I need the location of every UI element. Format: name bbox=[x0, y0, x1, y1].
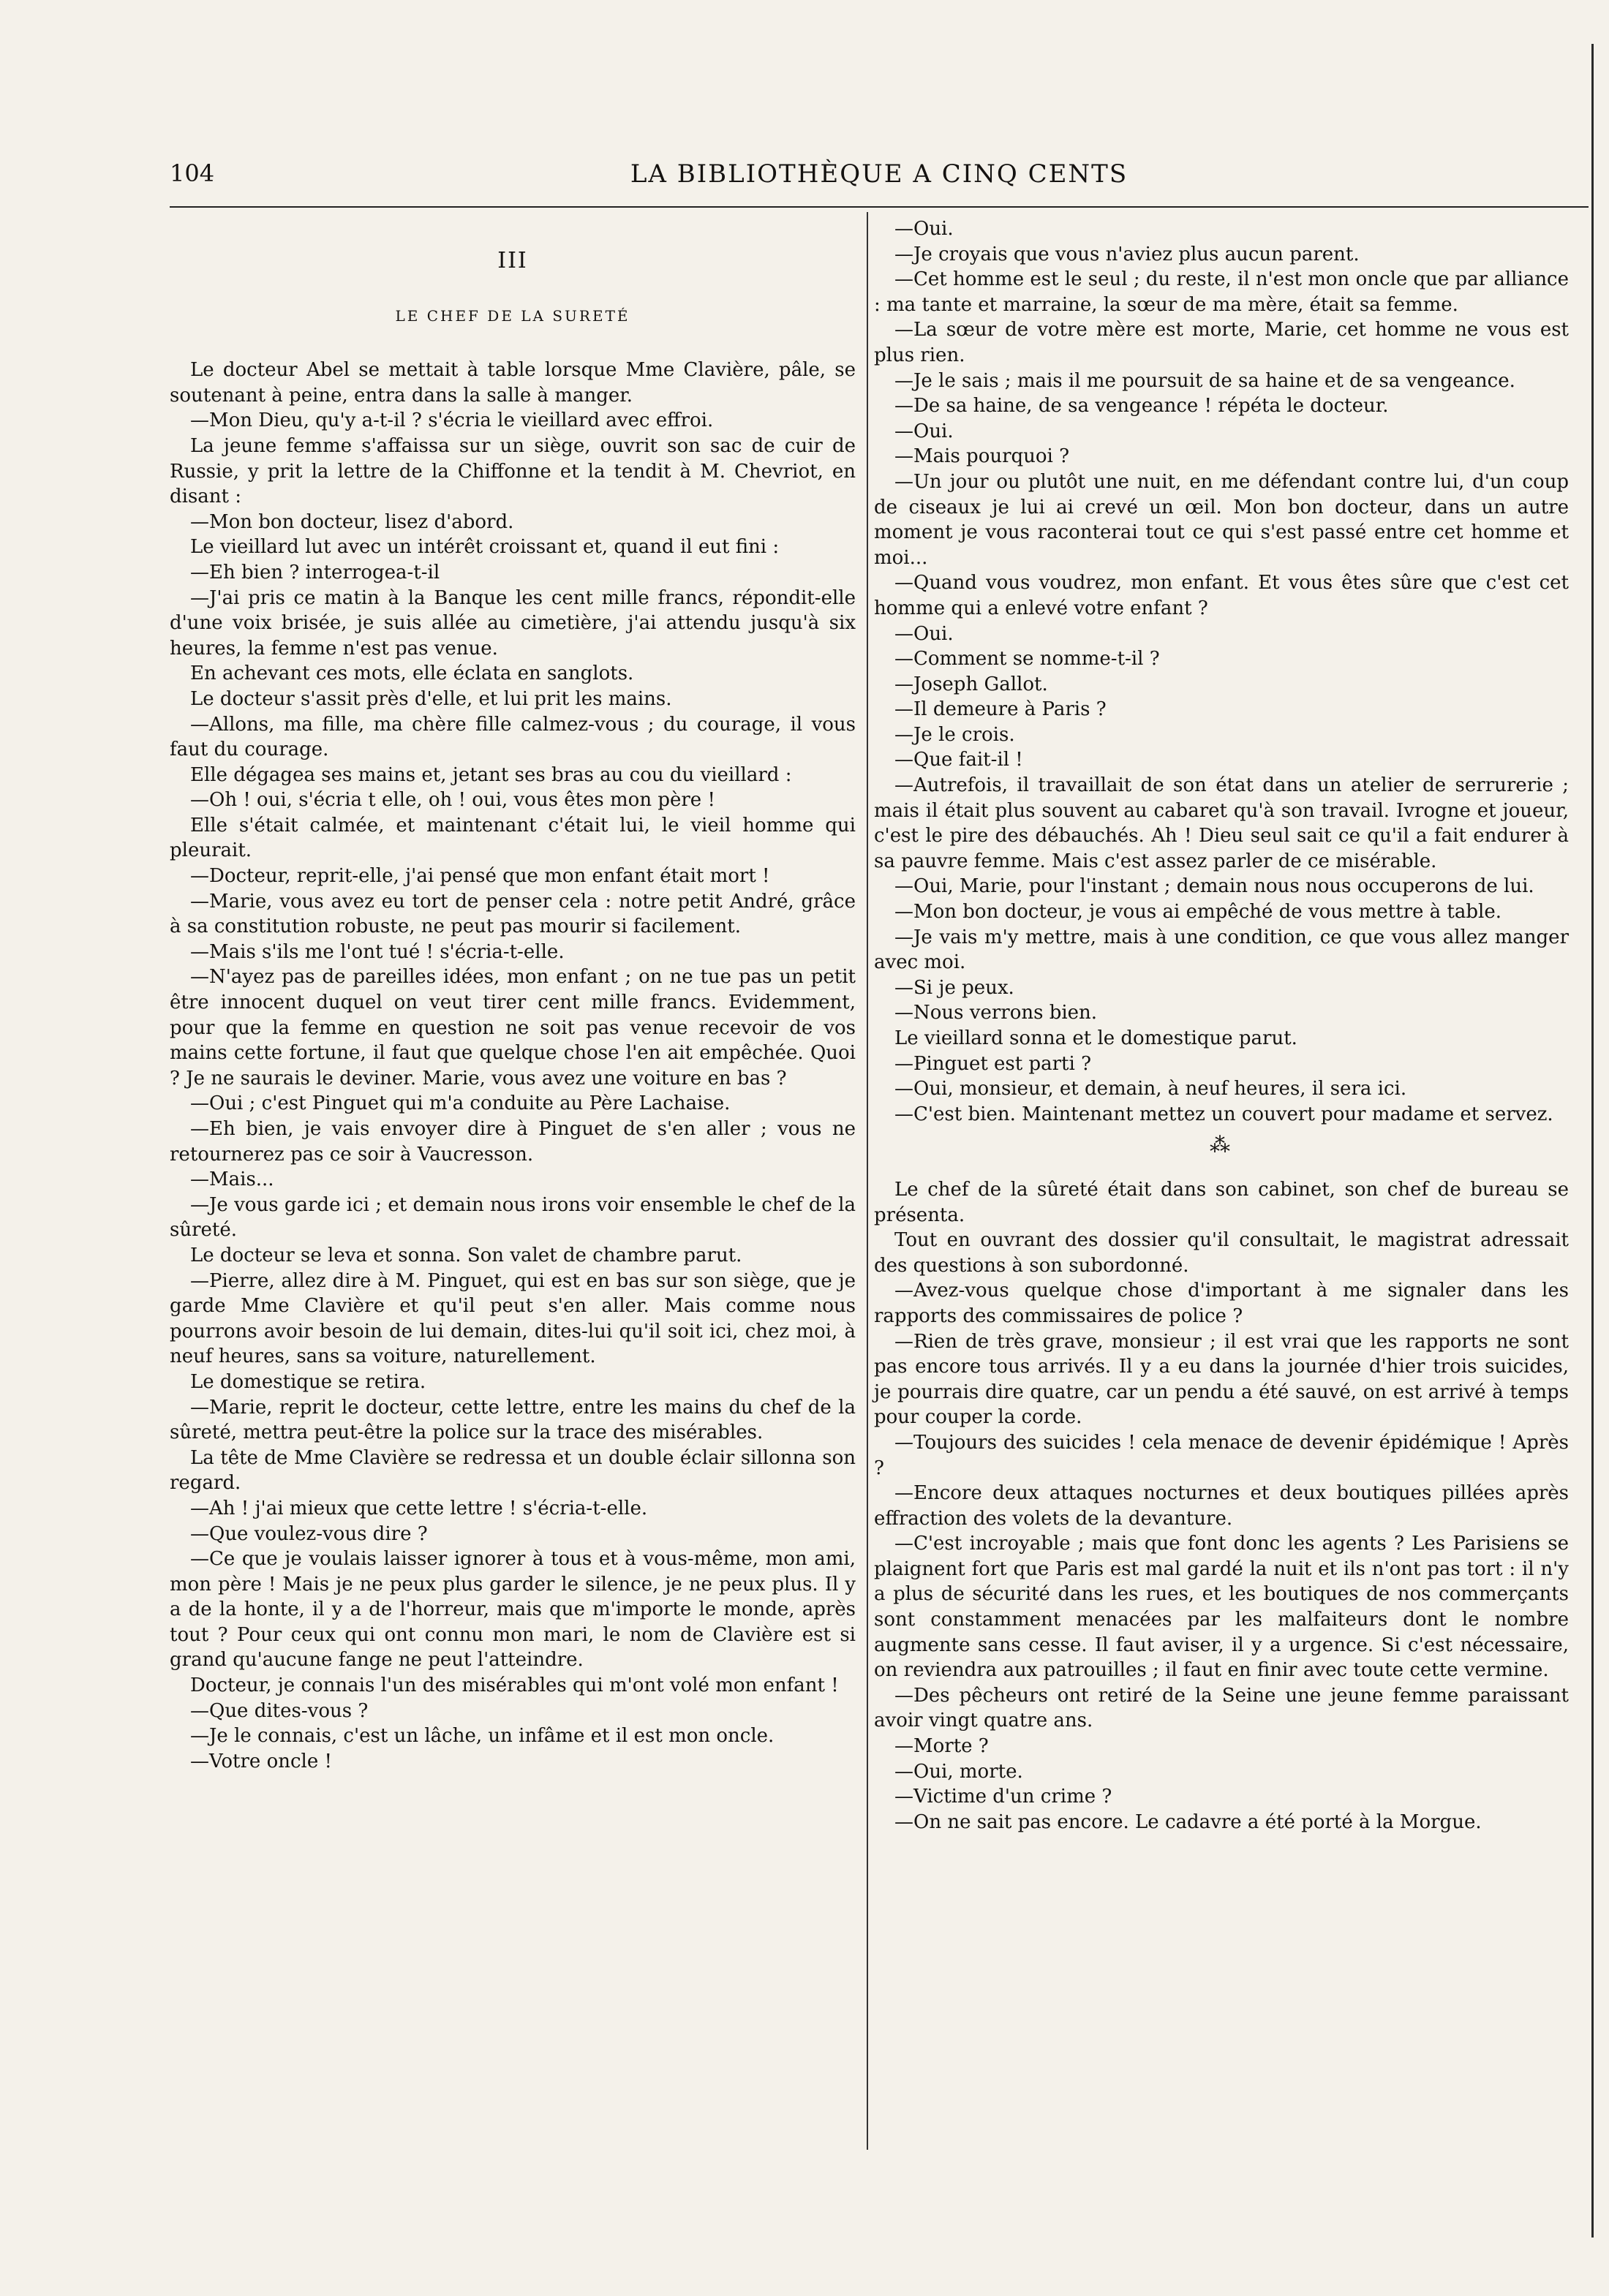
paragraph: Le vieillard lut avec un intérêt croissant et, quand il eut fini : bbox=[190, 536, 780, 559]
paragraph: Elle dégagea ses mains et, jetant ses bras au cou du vieillard : bbox=[190, 763, 792, 786]
paragraph: —Que fait-il ! bbox=[894, 749, 1023, 771]
paragraph: —Mon bon docteur, lisez d'abord. bbox=[190, 510, 514, 533]
paragraph: —Oui, Marie, pour l'instant ; demain nous nous occuperons de lui. bbox=[894, 875, 1534, 898]
paragraph: —J'ai pris ce matin à la Banque les cent mille francs, répondit-elle d'une voix brisée, je suis allée au cimetière, j'ai attendu jusqu'à six heures, la femme n'est pas venue. bbox=[170, 586, 856, 660]
paragraph: Le docteur se leva et sonna. Son valet de chambre parut. bbox=[190, 1244, 742, 1266]
paragraph: —Eh bien ? interrogea-t-il bbox=[190, 561, 440, 584]
paragraph: —Un jour ou plutôt une nuit, en me défendant contre lui, d'un coup de ciseaux je lui ai crevé un œil. Mon bon docteur, dans un autre moment je vous raconterai tout ce qui s'est passé entre cet homme et moi... bbox=[874, 470, 1569, 569]
right-column-text-part1 bbox=[874, 216, 1569, 1127]
right-column bbox=[874, 216, 1569, 1835]
paragraph: Le chef de la sûreté était dans son cabinet, son chef de bureau se présenta. bbox=[874, 1178, 1569, 1226]
paragraph: —N'ayez pas de pareilles idées, mon enfant ; on ne tue pas un petit être innocent duquel on veut tirer cent mille francs. Evidemment, pour que la femme en question ne soit pas venue recevoir de vos mains cette fortune, il faut que quelque chose l'en ait empêchée. Quoi ? Je ne saurais le deviner. Marie, vous avez une voiture en bas ? bbox=[170, 966, 856, 1090]
paragraph: Le docteur Abel se mettait à table lorsque Mme Clavière, pâle, se soutenant à peine, entra dans la salle à manger. bbox=[170, 359, 856, 407]
right-column-text-part2 bbox=[874, 1177, 1569, 1835]
paragraph: Le vieillard sonna et le domestique parut. bbox=[894, 1027, 1297, 1049]
paragraph: —On ne sait pas encore. Le cadavre a été porté à la Morgue. bbox=[894, 1810, 1482, 1833]
paragraph: —Oui. bbox=[894, 218, 954, 240]
page-edge-line bbox=[1591, 44, 1594, 2238]
paragraph: —Oui. bbox=[894, 420, 954, 442]
paragraph: —Comment se nomme-t-il ? bbox=[894, 648, 1160, 671]
paragraph: Elle s'était calmée, et maintenant c'était lui, le vieil homme qui pleurait. bbox=[170, 814, 856, 862]
paragraph: —Ce que je voulais laisser ignorer à tous et à vous-même, mon ami, mon père ! Mais je ne peux plus garder le silence, je ne peux plus. Il y a de la honte, il y a de l'horreur, mais que m'importe le monde, après tout ? Pour ceux qui ont connu mon mari, le nom de Clavière est si grand qu'aucune fange ne peut l'atteindre. bbox=[170, 1548, 856, 1672]
paragraph: —Eh bien, je vais envoyer dire à Pinguet de s'en aller ; vous ne retournerez pas ce soir à Vaucresson. bbox=[170, 1118, 856, 1166]
page-header bbox=[170, 159, 1589, 196]
paragraph: —Morte ? bbox=[894, 1735, 989, 1758]
paragraph: —Mais... bbox=[190, 1168, 274, 1191]
page-number: 104 bbox=[170, 159, 215, 187]
paragraph: —Que dites-vous ? bbox=[190, 1699, 369, 1722]
section-separator: ⁂ bbox=[1210, 1133, 1233, 1158]
paragraph: En achevant ces mots, elle éclata en sanglots. bbox=[190, 662, 634, 685]
paragraph: Tout en ouvrant des dossier qu'il consultait, le magistrat adressait des questions à son subordonné. bbox=[874, 1229, 1569, 1277]
header-rule bbox=[170, 206, 1589, 208]
paragraph: —Quand vous voudrez, mon enfant. Et vous êtes sûre que c'est cet homme qui a enlevé votre enfant ? bbox=[874, 572, 1569, 619]
paragraph: —De sa haine, de sa vengeance ! répéta le docteur. bbox=[894, 395, 1389, 418]
paragraph: —Je vous garde ici ; et demain nous irons voir ensemble le chef de la sûreté. bbox=[170, 1193, 856, 1242]
paragraph: —C'est incroyable ; mais que font donc les agents ? Les Parisiens se plaignent fort que Paris est mal gardé la nuit et ils n'ont pas tort : il n'y a plus de sécurité dans les rues, et les boutiques de nos commerçants sont constamment menacées par les malfaiteurs dont le nombre augmente sans cesse. Il faut aviser, il y a urgence. Si c'est nécessaire, on reviendra aux patrouilles ; il faut en finir avec toute cette vermine. bbox=[874, 1533, 1569, 1682]
paragraph: La tête de Mme Clavière se redressa et un double éclair sillonna son regard. bbox=[170, 1446, 856, 1495]
paragraph: Docteur, je connais l'un des misérables qui m'ont volé mon enfant ! bbox=[190, 1674, 839, 1697]
paragraph: —Docteur, reprit-elle, j'ai pensé que mon enfant était mort ! bbox=[190, 865, 770, 888]
paragraph: —Marie, reprit le docteur, cette lettre, entre les mains du chef de la sûreté, mettra peut-être la police sur la trace des misérables. bbox=[170, 1396, 856, 1444]
paragraph: Le docteur s'assit près d'elle, et lui prit les mains. bbox=[190, 687, 672, 710]
paragraph: —Je vais m'y mettre, mais à une condition, ce que vous allez manger avec moi. bbox=[874, 926, 1569, 974]
paragraph: —Pierre, allez dire à M. Pinguet, qui est en bas sur son siège, que je garde Mme Clavière et qu'il peut s'en aller. Mais comme nous pourrons avoir besoin de lui demain, dites-lui qu'il soit ici, chez moi, à neuf heures, sans sa voiture, naturellement. bbox=[170, 1269, 856, 1368]
paragraph: —Victime d'un crime ? bbox=[894, 1786, 1112, 1808]
column-divider bbox=[867, 212, 868, 2150]
paragraph: —Encore deux attaques nocturnes et deux boutiques pillées après effraction des volets de la devanture. bbox=[874, 1482, 1569, 1530]
paragraph: —Votre oncle ! bbox=[190, 1750, 332, 1772]
paragraph: —Mais pourquoi ? bbox=[894, 445, 1070, 468]
paragraph: —Je le sais ; mais il me poursuit de sa haine et de sa vengeance. bbox=[894, 369, 1515, 392]
paragraph: —Mais s'ils me l'ont tué ! s'écria-t-elle. bbox=[190, 940, 565, 963]
paragraph: —Si je peux. bbox=[894, 976, 1014, 999]
chapter-number: III bbox=[497, 248, 528, 273]
paragraph: —Joseph Gallot. bbox=[894, 673, 1048, 695]
paragraph: —Ah ! j'ai mieux que cette lettre ! s'écria-t-elle. bbox=[190, 1497, 648, 1519]
paragraph: —Oui, morte. bbox=[894, 1760, 1023, 1783]
paragraph: —La sœur de votre mère est morte, Marie, cet homme ne vous est plus rien. bbox=[874, 319, 1569, 366]
paragraph: —Oui, monsieur, et demain, à neuf heures, il sera ici. bbox=[894, 1078, 1407, 1100]
paragraph: —Avez-vous quelque chose d'important à me signaler dans les rapports des commissaires de police ? bbox=[874, 1280, 1569, 1327]
left-column-text bbox=[170, 358, 856, 1774]
paragraph: —Je le connais, c'est un lâche, un infâme et il est mon oncle. bbox=[190, 1725, 775, 1748]
paragraph: —Allons, ma fille, ma chère fille calmez-vous ; du courage, il vous faut du courage. bbox=[170, 713, 856, 761]
paragraph: —Pinguet est parti ? bbox=[894, 1052, 1092, 1075]
paragraph: —Cet homme est le seul ; du reste, il n'est mon oncle que par alliance : ma tante et marraine, la sœur de ma mère, était sa femme. bbox=[874, 268, 1570, 316]
paragraph: —Mon bon docteur, je vous ai empêché de vous mettre à table. bbox=[894, 901, 1501, 924]
paragraph: Le domestique se retira. bbox=[190, 1370, 426, 1393]
paragraph: —Il demeure à Paris ? bbox=[894, 698, 1107, 721]
paragraph: —Je le crois. bbox=[894, 723, 1015, 746]
paragraph: —Rien de très grave, monsieur ; il est vrai que les rapports ne sont pas encore tous arrivés. Il y a eu dans la journée d'hier trois suicides, je pourrais dire quatre, car un pendu a été sauvé, on est arrivé à temps pour couper la corde. bbox=[874, 1330, 1569, 1429]
left-column bbox=[170, 216, 856, 1774]
paragraph: —Marie, vous avez eu tort de penser cela : notre petit André, grâce à sa constitution robuste, ne peut pas mourir si facilement. bbox=[170, 890, 856, 938]
paragraph: —Oui ; c'est Pinguet qui m'a conduite au Père Lachaise. bbox=[190, 1092, 731, 1115]
paragraph: —Oui. bbox=[894, 622, 954, 645]
paragraph: —Toujours des suicides ! cela menace de devenir épidémique ! Après ? bbox=[874, 1431, 1569, 1479]
paragraph: —Mon Dieu, qu'y a-t-il ? s'écria le vieillard avec effroi. bbox=[190, 409, 714, 432]
running-title: LA BIBLIOTHÈQUE A CINQ CENTS bbox=[630, 159, 1128, 189]
paragraph: —C'est bien. Maintenant mettez un couvert pour madame et servez. bbox=[894, 1103, 1553, 1125]
paragraph: —Oh ! oui, s'écria t elle, oh ! oui, vous êtes mon père ! bbox=[190, 789, 715, 812]
paragraph: —Des pêcheurs ont retiré de la Seine une jeune femme paraissant avoir vingt quatre ans. bbox=[874, 1684, 1569, 1732]
paragraph: —Autrefois, il travaillait de son état dans un atelier de serrurerie ; mais il était plus souvent au cabaret qu'à son travail. Ivrogne et joueur, c'est le pire des débauchés. Ah ! Dieu seul sait ce qu'il a fait endurer à sa pauvre femme. Mais c'est assez parler de ce misérable. bbox=[874, 774, 1569, 872]
paragraph: —Que voulez-vous dire ? bbox=[190, 1522, 428, 1545]
paragraph: —Nous verrons bien. bbox=[894, 1002, 1098, 1024]
paragraph: La jeune femme s'affaissa sur un siège, ouvrit son sac de cuir de Russie, y prit la lettre de la Chiffonne et la tendit à M. Chevriot, en disant : bbox=[170, 434, 856, 508]
paragraph: —Je croyais que vous n'aviez plus aucun parent. bbox=[894, 243, 1360, 265]
chapter-title: LE CHEF DE LA SURETÉ bbox=[395, 306, 630, 325]
